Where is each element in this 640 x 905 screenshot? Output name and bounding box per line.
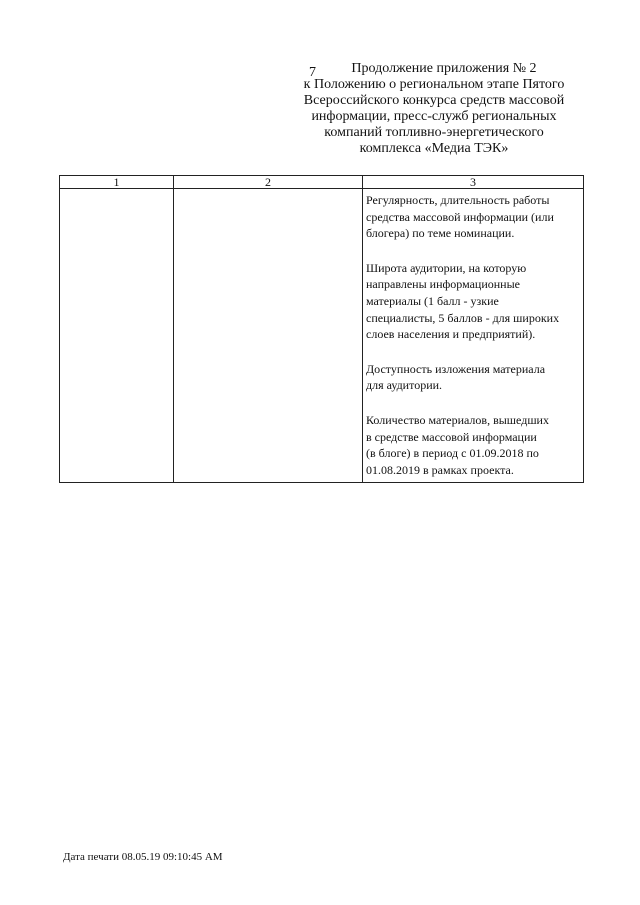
header-line: Всероссийского конкурса средств массовой xyxy=(303,93,565,108)
table-row xyxy=(60,189,584,483)
criteria-table xyxy=(59,175,584,483)
table-cell-empty xyxy=(60,189,174,483)
appendix-header xyxy=(280,61,588,157)
page-number: 7 xyxy=(309,65,316,80)
criteria-cell xyxy=(363,189,584,483)
header-line: информации, пресс-служб региональных xyxy=(311,109,557,124)
print-date: Дата печати 08.05.19 09:10:45 AM xyxy=(63,851,223,863)
column-header: 3 xyxy=(363,176,584,189)
header-line: к Положению о региональном этапе Пятого xyxy=(303,77,565,92)
table-cell-empty xyxy=(174,189,363,483)
header-line: Продолжение приложения № 2 xyxy=(351,61,537,76)
criterion-text: Широта аудитории, на которую направлены информационные материалы (1 балл - узкие специалисты, 5 баллов - для широких слоев населения и предприятий). xyxy=(366,260,560,342)
header-line: комплекса «Медиа ТЭК» xyxy=(359,141,509,156)
header-line: компаний топливно-энергетического xyxy=(324,125,544,140)
column-header: 2 xyxy=(174,176,363,189)
criterion-text: Регулярность, длительность работы средства массовой информации (или блогера) по теме номинации. xyxy=(366,193,554,241)
criterion-text: Доступность изложения материала для аудитории. xyxy=(366,361,546,393)
column-header: 1 xyxy=(60,176,174,189)
table-header-row xyxy=(60,176,584,189)
criterion-text: Количество материалов, вышедших в средстве массовой информации (в блоге) в период с 01.09.2018 по 01.08.2019 в рамках проекта. xyxy=(366,412,549,477)
